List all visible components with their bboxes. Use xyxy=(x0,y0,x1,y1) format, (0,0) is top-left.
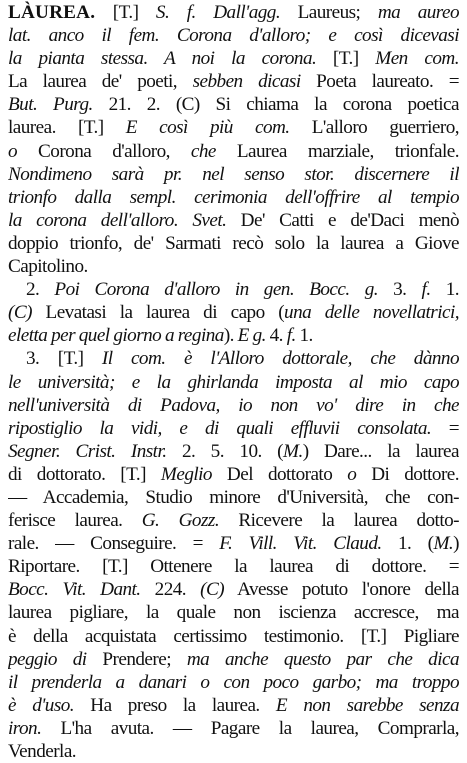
roman-text: doppio trionfo, de' Sarmati recò solo la laurea a Giove xyxy=(8,232,459,254)
entry-line xyxy=(8,255,459,278)
entry-line xyxy=(8,578,459,601)
italic-text: che xyxy=(190,140,216,162)
italic-text: il prenderla a danari o con poco garbo; ma troppo xyxy=(8,671,459,693)
roman-text: laurea. [T.] xyxy=(8,117,126,139)
roman-text: Capitolino. xyxy=(8,256,88,278)
roman-text: Corona d'alloro, xyxy=(17,140,191,162)
italic-text: ma aureo xyxy=(377,2,459,23)
roman-text: è della acquistata certissimo testimonio. [T.] Pigliare xyxy=(8,625,459,647)
entry-line xyxy=(8,394,459,417)
entry-line xyxy=(8,186,459,209)
italic-text: nell'università di Padova, io non vo' dire in che xyxy=(8,394,459,416)
italic-text: Nondimeno sarà pr. nel senso stor. discernere il xyxy=(8,163,459,185)
roman-text: ) Dare... la laurea xyxy=(302,440,459,462)
italic-text: ripostiglio la vidi, e di quali effluvii consolata. xyxy=(8,417,432,439)
roman-text: Riportare. [T.] Ottenere la laurea di dottore. = xyxy=(8,556,459,578)
italic-text: F. Vill. Vit. Claud. xyxy=(219,533,382,555)
italic-text: o xyxy=(347,463,357,485)
roman-text: Prendere; xyxy=(86,648,187,670)
roman-text: rale. — Conseguire. = xyxy=(8,533,220,555)
headword: LÀUREA. xyxy=(8,2,96,23)
entry-line xyxy=(8,648,459,671)
roman-text: Ha preso la laurea. xyxy=(74,694,276,716)
roman-text: Poeta laureato. = xyxy=(300,71,459,93)
italic-text: o xyxy=(8,140,18,162)
italic-text: le università; e la ghirlanda imposta al mio capo xyxy=(8,371,459,393)
italic-text: G. Gozz. xyxy=(141,510,220,532)
roman-text: 21. 2. (C) Si chiama la corona poetica xyxy=(92,94,459,116)
roman-text: La laurea de' poeti, xyxy=(8,71,193,93)
roman-text: [T.] xyxy=(95,2,156,23)
entry-line xyxy=(8,116,459,139)
entry-line xyxy=(8,1,459,24)
italic-text: una delle novellatrici, xyxy=(284,302,459,324)
italic-text: f. xyxy=(421,279,431,301)
entry-line xyxy=(8,371,459,394)
entry-line xyxy=(8,163,459,186)
entry-line xyxy=(8,625,459,648)
italic-text: S. f. Dall'agg. xyxy=(155,2,281,23)
roman-text: 1. xyxy=(295,325,313,347)
entry-line xyxy=(8,440,459,463)
roman-text: ) xyxy=(453,533,459,555)
italic-text: la pianta stessa. A noi la corona. xyxy=(8,48,317,70)
entry-line xyxy=(8,694,459,717)
entry-line xyxy=(8,717,459,740)
entry-line xyxy=(8,555,459,578)
italic-text: ma anche questo par che dica xyxy=(186,648,459,670)
italic-text: E g. xyxy=(237,325,266,347)
italic-text: lat. anco il fem. Corona d'alloro; e così dicevasi xyxy=(8,25,459,47)
entry-line xyxy=(8,70,459,93)
roman-text: ). xyxy=(223,325,238,347)
entry-line xyxy=(8,93,459,116)
italic-text: peggio di xyxy=(8,648,87,670)
italic-text: (C) xyxy=(8,302,32,324)
roman-text: 2. 5. 10. ( xyxy=(166,440,284,462)
roman-text: Ricevere la laurea dotto- xyxy=(219,510,459,532)
roman-text: 1. xyxy=(430,279,459,301)
italic-text: è d'uso. xyxy=(8,694,75,716)
roman-text: Levatasi la laurea di capo ( xyxy=(31,302,285,324)
italic-text: Bocc. Vit. Dant. xyxy=(8,579,141,601)
entry-line xyxy=(8,24,459,47)
entry-line xyxy=(8,209,459,232)
entry-line xyxy=(8,486,459,509)
roman-text: 3. [T.] xyxy=(26,348,102,370)
entry-line xyxy=(8,324,459,347)
roman-text: L'ha avuta. — Pagare la laurea, Comprarla, xyxy=(41,717,459,739)
entry-line xyxy=(8,671,459,694)
roman-text: Laureus; xyxy=(280,2,378,23)
entry-line xyxy=(8,417,459,440)
entry-line xyxy=(8,140,459,163)
roman-text: Venderla. xyxy=(8,741,77,762)
roman-text: Del dottorato xyxy=(211,463,348,485)
roman-text: Avesse potuto l'onore della xyxy=(224,579,459,601)
entry-line xyxy=(8,740,459,763)
italic-text: But. Purg. xyxy=(8,94,93,116)
roman-text: 3. xyxy=(378,279,422,301)
italic-text: E non sarebbe senza xyxy=(275,694,459,716)
roman-text: Di dottore. xyxy=(356,463,459,485)
italic-text: eletta per quel giorno a regina xyxy=(8,325,224,347)
roman-text: laurea pigliare, la quale non iscienza accresce, ma xyxy=(8,602,459,624)
entry-line xyxy=(8,232,459,255)
italic-text: iron. xyxy=(8,717,42,739)
roman-text: [T.] xyxy=(316,48,376,70)
roman-text: Laurea marziale, trionfale. xyxy=(215,140,459,162)
entry-line xyxy=(8,601,459,624)
italic-text: M. xyxy=(283,440,303,462)
roman-text: 224. xyxy=(140,579,201,601)
roman-text: 4. xyxy=(265,325,287,347)
roman-text: di dottorato. [T.] xyxy=(8,463,161,485)
roman-text: L'alloro guerriero, xyxy=(289,117,459,139)
italic-text: trionfo dalla sempl. cerimonia dell'offrire al tempio xyxy=(8,186,459,208)
entry-line xyxy=(8,278,459,301)
entry-line xyxy=(8,463,459,486)
italic-text: la corona dell'alloro. Svet. xyxy=(8,209,227,231)
italic-text: Il com. è l'Alloro dottorale, che dànno xyxy=(101,348,459,370)
italic-text: sebben dicasi xyxy=(192,71,301,93)
roman-text: De' Catti e de'Daci menò xyxy=(226,209,459,231)
italic-text: Segner. Crist. Instr. xyxy=(8,440,167,462)
dictionary-entry-laurea xyxy=(8,1,459,763)
roman-text: = xyxy=(431,417,459,439)
entry-line xyxy=(8,509,459,532)
roman-text: ferisce laurea. xyxy=(8,510,142,532)
italic-text: Meglio xyxy=(160,463,212,485)
italic-text: Men com. xyxy=(375,48,459,70)
entry-line xyxy=(8,347,459,370)
italic-text: M. xyxy=(433,533,454,555)
italic-text: E così più com. xyxy=(125,117,290,139)
entry-line xyxy=(8,532,459,555)
italic-text: f. xyxy=(286,325,296,347)
entry-line xyxy=(8,47,459,70)
roman-text: 1. ( xyxy=(381,533,434,555)
roman-text: — Accademia, Studio minore d'Università, che con- xyxy=(8,486,459,508)
italic-text: Poi Corona d'alloro in gen. Bocc. g. xyxy=(54,279,379,301)
roman-text: 2. xyxy=(26,279,55,301)
entry-line xyxy=(8,301,459,324)
italic-text: (C) xyxy=(200,579,225,601)
